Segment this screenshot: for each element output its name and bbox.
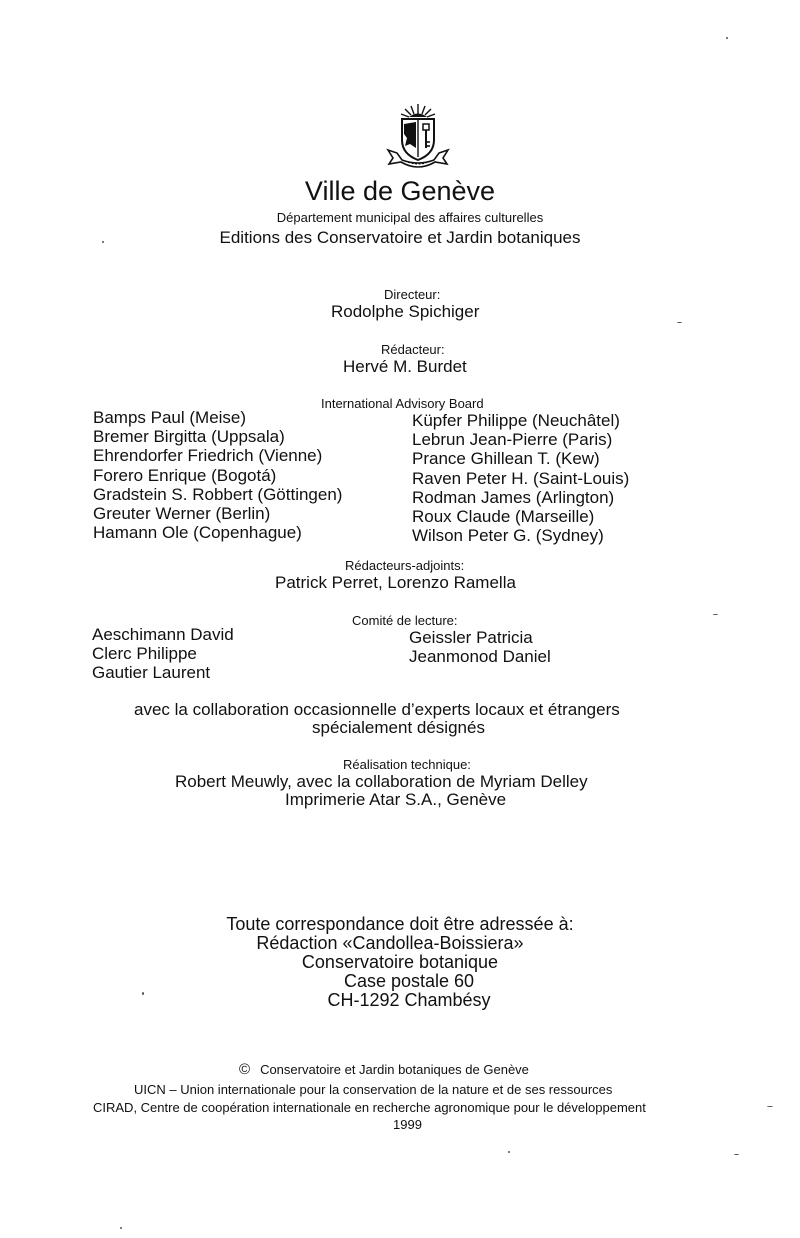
department-line: Département municipal des affaires culturelles xyxy=(276,210,544,225)
advisory-board-left-list xyxy=(93,408,342,542)
scan-speck xyxy=(726,37,728,39)
list-item: Aeschimann David xyxy=(92,625,234,644)
assistant-editors-names: Patrick Perret, Lorenzo Ramella xyxy=(275,573,516,592)
scan-speck xyxy=(767,1106,773,1107)
list-item: Ehrendorfer Friedrich (Vienne) xyxy=(93,446,323,466)
list-item: Bamps Paul (Meise) xyxy=(93,408,247,427)
scan-speck xyxy=(508,1151,510,1153)
scan-speck xyxy=(713,614,718,615)
list-item: Wilson Peter G. (Sydney) xyxy=(412,526,604,546)
list-item: Küpfer Philippe (Neuchâtel) xyxy=(412,411,620,430)
copyright-line-1 xyxy=(239,1061,529,1078)
correspondence-line-2: Rédaction «Candollea-Boissiera» xyxy=(256,933,524,953)
collaboration-line-2: spécialement désignés xyxy=(312,718,485,737)
reading-committee-label: Comité de lecture: xyxy=(352,613,458,628)
scan-speck xyxy=(102,241,104,243)
director-name: Rodolphe Spichiger xyxy=(331,302,480,321)
technical-label: Réalisation technique: xyxy=(343,757,471,772)
copyright-line-2: UICN – Union internationale pour la conservation de la nature et de ses ressources xyxy=(134,1082,613,1097)
scan-speck xyxy=(734,1154,739,1155)
list-item: Geissler Patricia xyxy=(409,628,533,647)
technical-line-1: Robert Meuwly, avec la collaboration de Myriam Delley xyxy=(175,772,588,791)
list-item: Forero Enrique (Bogotá) xyxy=(93,465,277,485)
page-title: Ville de Genève xyxy=(304,176,496,206)
collaboration-line-1: avec la collaboration occasionnelle d’experts locaux et étrangers xyxy=(134,700,620,719)
list-item: Rodman James (Arlington) xyxy=(412,487,615,507)
correspondence-line-5: CH-1292 Chambésy xyxy=(327,990,491,1010)
editions-line: Editions des Conservatoire et Jardin botaniques xyxy=(219,228,581,247)
scan-speck xyxy=(120,1227,122,1229)
list-item: Clerc Philippe xyxy=(92,644,197,664)
list-item: Raven Peter H. (Saint-Louis) xyxy=(412,468,630,488)
list-item: Roux Claude (Marseille) xyxy=(412,507,595,527)
advisory-board-label: International Advisory Board xyxy=(321,396,484,411)
list-item: Prance Ghillean T. (Kew) xyxy=(412,449,600,469)
list-item: Gradstein S. Robbert (Göttingen) xyxy=(93,484,343,504)
geneva-coat-of-arms-icon xyxy=(385,100,451,172)
editor-label: Rédacteur: xyxy=(381,342,445,357)
correspondence-line-4: Case postale 60 xyxy=(343,971,475,991)
assistant-editors-label: Rédacteurs-adjoints: xyxy=(345,558,465,573)
director-label: Directeur: xyxy=(384,287,441,302)
scan-speck xyxy=(677,322,682,323)
list-item: Gautier Laurent xyxy=(92,663,211,683)
reading-committee-left-list xyxy=(92,625,234,683)
reading-committee-right-list xyxy=(409,628,551,666)
advisory-board-right-list xyxy=(412,411,629,545)
list-item: Lebrun Jean-Pierre (Paris) xyxy=(412,430,613,450)
correspondence-line-1: Toute correspondance doit être adressée à: xyxy=(226,914,574,934)
scan-speck xyxy=(142,992,144,995)
list-item: Hamann Ole (Copenhague) xyxy=(93,523,302,543)
copyright-text: Conservatoire et Jardin botaniques de Genève xyxy=(260,1062,529,1077)
list-item: Bremer Birgitta (Uppsala) xyxy=(93,427,285,447)
technical-line-2: Imprimerie Atar S.A., Genève xyxy=(285,790,507,809)
list-item: Greuter Werner (Berlin) xyxy=(93,504,271,524)
copyright-year: 1999 xyxy=(393,1117,422,1132)
correspondence-line-3: Conservatoire botanique xyxy=(301,952,499,972)
copyright-symbol: © xyxy=(239,1061,251,1078)
copyright-line-3: CIRAD, Centre de coopération internationale en recherche agronomique pour le développement xyxy=(93,1100,646,1115)
editor-name: Hervé M. Burdet xyxy=(343,357,467,376)
list-item: Jeanmonod Daniel xyxy=(409,647,551,667)
